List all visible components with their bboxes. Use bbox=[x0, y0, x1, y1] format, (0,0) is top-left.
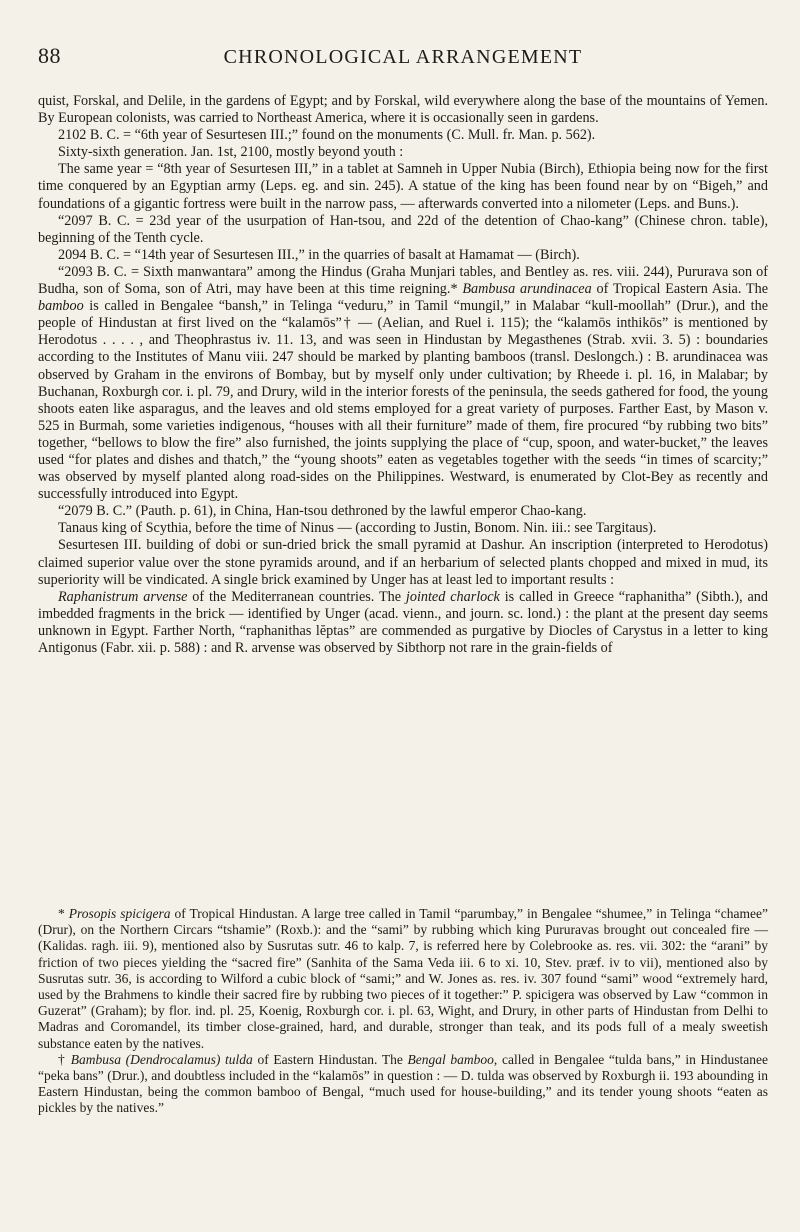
paragraph: quist, Forskal, and Delile, in the gardens of Egypt; and by Forskal, wild everywhere along the base of the mountains of Yemen. By European colonists, was carried to Northeast America, where it is occasionally seen in gardens. bbox=[38, 93, 768, 127]
page-header bbox=[38, 44, 768, 68]
footnote-mark: † bbox=[58, 1051, 71, 1067]
paragraph: 2102 B. C. = “6th year of Sesurtesen III.;” found on the monuments (C. Mull. fr. Man. p. 562). bbox=[58, 127, 596, 144]
paragraph bbox=[38, 264, 768, 503]
footnote-text: , called in Bengalee “tulda bans,” in Hindustanee “peka bans” (Drur.), and doubtless included in the “kalamōs” in question : — D. tulda was observed by Roxburgh ii. 193 abounding in Eastern Hindustan, being the common bamboo of Bengal, “much used for house-building,” and its tender young shoots “eaten as pickles by the natives.” bbox=[38, 1051, 769, 1116]
paragraph-text: of the Mediterranean countries. The bbox=[187, 588, 406, 605]
paragraph bbox=[38, 589, 768, 657]
paragraph: The same year = “8th year of Sesurtesen III,” in a tablet at Samneh in Upper Nubia (Birch), Ethiopia being now for the first time conquered by an Egyptian army (Leps. eg. and sin. 245). A statue of the king has been found near by on “Bigeh,” and foundations of a gigantic fortress were built in the narrow pass, — afterwards converted into a nilometer (Leps. and Buns.). bbox=[38, 161, 768, 212]
species-name: Bambusa arundinacea bbox=[462, 281, 592, 298]
species-name: Prosopis spicigera bbox=[68, 906, 171, 921]
paragraph: “2079 B. C.” (Pauth. p. 61), in China, Han-tsou dethroned by the lawful emperor Chao-kang. bbox=[58, 503, 587, 520]
common-name: bamboo bbox=[38, 298, 84, 315]
paragraph-text: is called in Greece “raphanitha” (Sibth.), and imbedded fragments in the brick — identified by Unger (acad. vienn., and journ. sc. lond.) : the plant at the present day seems unknown in Egypt. Farther North, “raphanithas lĕptas” are commended as purgative by Diocles of Carystus in a letter to king Antigonus (Fabr. xii. p. 588) : and R. arvense was observed by Sibthorp not rare in the grain-fields of bbox=[38, 588, 768, 656]
species-name: Bambusa (Dendrocalamus) tulda bbox=[70, 1051, 253, 1067]
footnote-text: of Eastern Hindustan. The bbox=[252, 1051, 408, 1067]
page-number: 88 bbox=[38, 43, 61, 68]
paragraph-text: is called in Bengalee “bansh,” in Telinga “veduru,” in Tamil “mungil,” in Malabar “kull-moollah” (Drur.), and the people of Hindustan at first lived on the “kalamōs”† — (Aelian, and Ruel i. 115); the “kalamōs inthikōs” is mentioned by Herodotus . . . . , and Theophrastus iv. 11. 13, and was seen in Hindustan by Megasthenes (Strab. xvii. 3. 5) : boundaries according to the Institutes of Manu viii. 247 should be marked by planting bamboos (transl. Deslongch.) : B. arundinacea was observed by Graham in the environs of Bombay, but by myself only under cultivation; by Rheede i. pl. 16, in Malabar; by Buchanan, Roxburgh cor. i. pl. 79, and Drury, wild in the interior forests of the peninsula, the seeds gathered for food, the young shoots eaten like asparagus, and the leaves and old stems employed for a great variety of purposes. Farther East, by Mason v. 525 in Burmah, some varieties indigenous, “houses with all their furniture” made of them, fire procured “by rubbing two bits” together, “bellows to blow the fire” also furnished, the joints supplying the place of “cup, spoon, and water-bucket,” the leaves used “for plates and dishes and thatch,” the “young shoots” eaten as vegetables together with the seeds “in times of scarcity;” was observed by myself planted along road-sides on the Philippines. Westward, is enumerated by Clot-Bey as recently and successfully introduced into Egypt. bbox=[38, 298, 768, 503]
common-name: jointed charlock bbox=[405, 588, 500, 605]
paragraph-text: of Tropical Eastern Asia. The bbox=[591, 281, 768, 298]
footnote bbox=[38, 906, 768, 1052]
paragraph: Sesurtesen III. building of dobi or sun-dried brick the small pyramid at Dashur. An inscription (interpreted to Herodotus) claimed superior value over the stone pyramids around, and if an herbarium of selected plants chopped and mixed in mud, its superiority will be vindicated. A single brick examined by Unger has at least led to important results : bbox=[38, 537, 768, 588]
footnote-text: of Tropical Hindustan. A large tree called in Tamil “parumbay,” in Bengalee “shumee,” in Telinga “chamee” (Drur), on the Northern Circars “tshamie” (Roxb.): and the “sami” by rubbing which king Pururavas brought out concealed fire — (Kalidas. ragh. iii. 9), mentioned also by Susrutas sutr. 46 to kalp. 7, is referred here by Colebrooke as. res. vii. 302: the “arani” by friction of two pieces yielding the “sacred fire” (Sanhita of the Sama Veda iii. 6 to xi. 10, Stev. præf. iv to vii), mentioned also by Susrutas sutr. 36, is according to Wilford a cubic block of “sami;” and W. Jones as. res. iv. 307 found “sami” wood “extremely hard, used by the Brahmens to kindle their sacred fire by rubbing two pieces of it together:” P. spicigera was observed by Law “common in Guzerat” (Graham); by flor. ind. pl. 25, Koenig, Roxburgh cor. i. pl. 63, Wight, and Drury, in other parts of Hindustan from Delhi to Madras and Coromandel, its timber close-grained, hard, and durable, stronger than teak, and its pods full of a mealy sweetish substance eaten by the natives. bbox=[38, 906, 769, 1051]
footnotes bbox=[38, 906, 768, 1117]
running-title: CHRONOLOGICAL ARRANGEMENT bbox=[223, 46, 583, 68]
paragraph: Tanaus king of Scythia, before the time of Ninus — (according to Justin, Bonom. Nin. iii.: see Targitaus). bbox=[58, 520, 657, 537]
footnote bbox=[38, 1052, 768, 1117]
species-name: Raphanistrum arvense bbox=[58, 588, 188, 605]
paragraph: “2097 B. C. = 23d year of the usurpation of Han-tsou, and 22d of the detention of Chao-kang” (Chinese chron. table), beginning of the Tenth cycle. bbox=[38, 212, 768, 246]
common-name: Bengal bamboo bbox=[407, 1051, 494, 1067]
main-text bbox=[38, 93, 768, 657]
paragraph: 2094 B. C. = “14th year of Sesurtesen III.,” in the quarries of basalt at Hamamat — (Birch). bbox=[58, 246, 580, 263]
footnote-mark: * bbox=[58, 906, 69, 921]
paragraph: Sixty-sixth generation. Jan. 1st, 2100, mostly beyond youth : bbox=[58, 144, 404, 161]
paragraph-text: “2093 B. C. = Sixth manwantara” among the Hindus (Graha Munjari tables, and Bentley as. res. viii. 244), Pururava son of Budha, son of Soma, son of Atri, may have been at this time reigning.* bbox=[38, 263, 768, 298]
